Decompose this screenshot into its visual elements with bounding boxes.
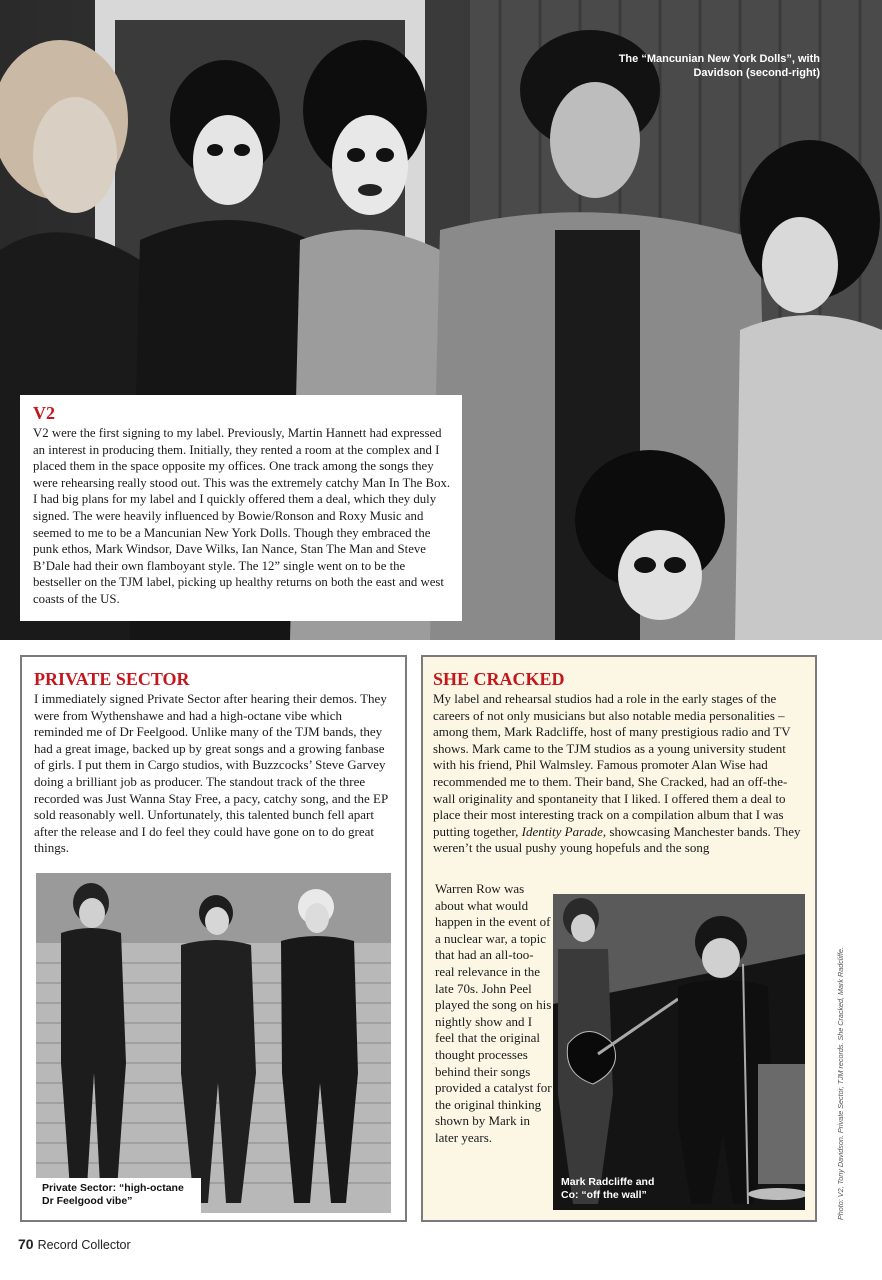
private-sector-panel (20, 655, 407, 1222)
band-photo-she-cracked (553, 894, 805, 1210)
she-cracked-body-part2: , showcasing Manchester bands. They weren’t the usual pushy young hopefuls and the song (433, 823, 801, 856)
magazine-name: Record Collector (37, 1238, 131, 1252)
she-cracked-body-narrow: Warren Row was about what would happen in the event of a nuclear war, a topic that had an all-too-real relevance in the late 70s. John Peel played the song on his nightly show and I feel that the original thought processes behind their songs provided a catalyst for the original thinking shown by Mark in later years. (435, 881, 552, 1145)
she-cracked-body-part1: My label and rehearsal studios had a role in the early stages of the careers of not only musicians but also notable media personalities – among them, Mark Radcliffe, host of many prestigious radio and TV shows. Mark came to the TJM studios as a young university student with his friend, Phil Walmsley. Famous promoter Alan Wise had recommended me to them. Their band, She Cracked, had an off-the-wall originality and spontaneity that I liked. I offered them a deal to place their most interesting track on a compilation album that I was putting together, (433, 691, 791, 839)
she-cracked-heading: SHE CRACKED (433, 669, 565, 689)
page-number: 70 (18, 1236, 34, 1252)
v2-heading: V2 (33, 403, 55, 423)
private-sector-caption: Private Sector: “high-octane Dr Feelgood vibe” (36, 1178, 201, 1213)
she-cracked-photo (553, 894, 805, 1210)
hero-caption: The “Mancunian New York Dolls”, with Davidson (second-right) (618, 53, 820, 79)
photo-credit: Photo: V2, Tony Davidson. Private Sector, TJM records. She Cracked, Mark Radcliffe. (836, 947, 845, 1220)
she-cracked-album-title: Identity Parade (521, 823, 603, 839)
v2-body: V2 were the first signing to my label. Previously, Martin Hannett had expressed an interest in producing them. Initially, they rented a room at the complex and I placed them in the space opposite my offices. One track among the songs they were rehearsing really stood out. This was the extremely catchy Man In The Box. I had big plans for my label and I quickly offered them a deal, which they duly signed. The were heavily influenced by Bowie/Ronson and Roxy Music and seemed to me to be a Mancunian New York Dolls. Though they embraced the punk ethos, Mark Windsor, Dave Wilks, Ian Nance, Stan The Man and Steve B’Dale had their own flamboyant style. The 12” single went on to be the bestseller on the TJM label, picking up healthy returns on both the east and west coasts of the US. (33, 426, 451, 606)
she-cracked-panel (421, 655, 817, 1222)
she-cracked-caption: Mark Radcliffe and Co: “off the wall” (561, 1176, 655, 1201)
private-sector-body: I immediately signed Private Sector after hearing their demos. They were from Wythenshawe and had a high-octane vibe which reminded me of Dr Feelgood. Unlike many of the TJM bands, they had a great image, backed up by great songs and a growing fanbase of girls. I put them in Cargo studios, with Buzzcocks’ Steve Garvey doing a brilliant job as producer. The standout track of the three recorded was Just Wanna Stay Free, a pacy, catchy song, and the EP sold reasonably well. Unfortunately, this talented bunch fell apart after the release and I do feel they could have gone on to do great things. (34, 691, 388, 856)
private-sector-heading: PRIVATE SECTOR (34, 669, 190, 689)
v2-section (20, 395, 462, 621)
page-footer (18, 1236, 131, 1252)
she-cracked-body (433, 691, 805, 857)
she-cracked-narrow-column (435, 881, 553, 1147)
band-photo-private-sector (36, 873, 391, 1213)
private-sector-photo (36, 873, 391, 1213)
